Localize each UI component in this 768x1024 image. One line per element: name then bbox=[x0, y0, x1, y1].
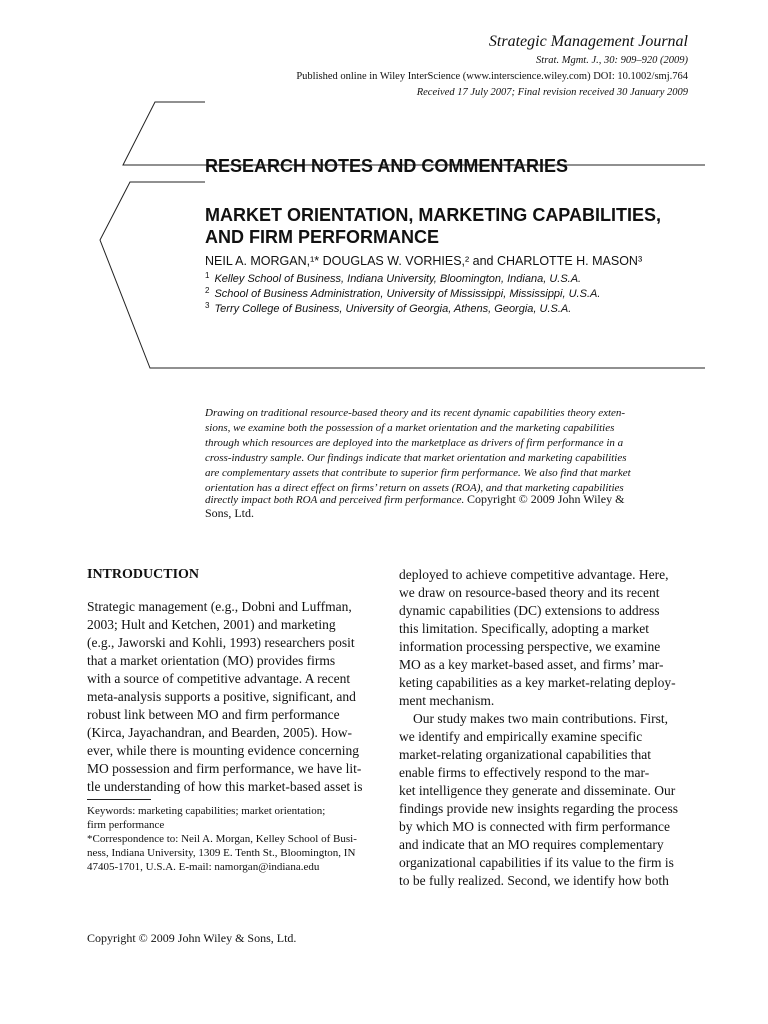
correspondence-line: 47405-1701, U.S.A. E-mail: namorgan@indiana.edu bbox=[87, 861, 320, 873]
body-line: keting capabilities as a key market-relating deploy- bbox=[399, 675, 676, 690]
abstract-text: directly impact both ROA and perceived firm performance. bbox=[205, 494, 465, 506]
affiliation-text: Terry College of Business, University of Georgia, Athens, Georgia, U.S.A. bbox=[214, 303, 572, 315]
abstract-line: through which resources are deployed into the marketplace as drivers of firm performance in a bbox=[205, 437, 624, 449]
affiliation bbox=[205, 286, 600, 300]
affiliation-text: Kelley School of Business, Indiana University, Bloomington, Indiana, U.S.A. bbox=[214, 273, 582, 285]
affiliation-text: School of Business Administration, University of Mississippi, Mississippi, U.S.A. bbox=[214, 288, 601, 300]
body-line: Strategic management (e.g., Dobni and Luffman, bbox=[87, 599, 352, 614]
section-heading: RESEARCH NOTES AND COMMENTARIES bbox=[205, 156, 569, 176]
affiliation-number: 3 bbox=[205, 301, 210, 310]
body-line: dynamic capabilities (DC) extensions to address bbox=[399, 603, 660, 618]
body-line: by which MO is connected with firm performance bbox=[399, 819, 671, 834]
correspondence-line: *Correspondence to: Neil A. Morgan, Kelley School of Busi- bbox=[87, 833, 357, 845]
body-line: MO as a key market-based asset, and firms’ mar- bbox=[399, 657, 664, 672]
body-line: Our study makes two main contributions. First, bbox=[413, 711, 668, 726]
abstract-line: cross-industry sample. Our findings indicate that market orientation and marketing capabilities bbox=[205, 452, 627, 464]
body-line: ever, while there is mounting evidence concerning bbox=[87, 743, 359, 758]
body-line: enable firms to effectively respond to the mar- bbox=[399, 765, 650, 780]
abstract-line: Drawing on traditional resource-based theory and its recent dynamic capabilities theory exten- bbox=[205, 407, 626, 419]
body-line: tle understanding of how this market-based asset is bbox=[87, 779, 363, 794]
introduction-heading: INTRODUCTION bbox=[87, 567, 200, 582]
abstract-line: Sons, Ltd. bbox=[205, 506, 255, 520]
author-list: NEIL A. MORGAN,¹* DOUGLAS W. VORHIES,² and CHARLOTTE H. MASON³ bbox=[205, 254, 643, 268]
keywords-line: firm performance bbox=[87, 819, 165, 831]
body-line: this limitation. Specifically, adopting a market bbox=[399, 621, 649, 636]
body-line: findings provide new insights regarding the process bbox=[399, 801, 678, 816]
article-title-line: AND FIRM PERFORMANCE bbox=[205, 227, 439, 247]
body-line: ment mechanism. bbox=[399, 693, 495, 708]
abstract-line bbox=[205, 492, 624, 507]
affiliation bbox=[205, 271, 581, 285]
body-line: we draw on resource-based theory and its recent bbox=[399, 585, 660, 600]
body-line: information processing perspective, we examine bbox=[399, 639, 661, 654]
body-line: market-relating organizational capabilities that bbox=[399, 747, 652, 762]
body-line: (Kirca, Jayachandran, and Bearden, 2005). How- bbox=[87, 725, 353, 740]
abstract-line: orientation has a direct effect on firms’ return on assets (ROA), and that marketing capabilities bbox=[205, 482, 624, 494]
affiliation bbox=[205, 301, 571, 315]
article-title-line: MARKET ORIENTATION, MARKETING CAPABILITIES, bbox=[205, 205, 661, 225]
body-line: robust link between MO and firm performance bbox=[87, 707, 340, 722]
abstract-line: are complementary assets that contribute to superior firm performance. We also find that market bbox=[205, 467, 631, 479]
affiliation-number: 1 bbox=[205, 271, 210, 280]
abstract-copyright: Copyright © 2009 John Wiley & bbox=[467, 492, 625, 506]
body-line: to be fully realized. Second, we identify how both bbox=[399, 873, 669, 888]
abstract-line: sions, we examine both the possession of a market orientation and the marketing capabilities bbox=[205, 422, 615, 434]
journal-citation: Strat. Mgmt. J., 30: 909–920 (2009) bbox=[536, 55, 688, 66]
keywords-line: Keywords: marketing capabilities; market orientation; bbox=[87, 805, 326, 817]
correspondence-line: ness, Indiana University, 1309 E. Tenth St., Bloomington, IN bbox=[87, 847, 356, 859]
affiliation-number: 2 bbox=[205, 286, 210, 295]
footnote-divider bbox=[87, 799, 151, 800]
body-line: and indicate that an MO requires complementary bbox=[399, 837, 664, 852]
body-line: organizational capabilities if its value to the firm is bbox=[399, 855, 674, 870]
received-dates: Received 17 July 2007; Final revision received 30 January 2009 bbox=[416, 87, 688, 98]
footer-copyright: Copyright © 2009 John Wiley & Sons, Ltd. bbox=[87, 931, 297, 945]
body-line: with a source of competitive advantage. A recent bbox=[87, 671, 351, 686]
body-line: we identify and empirically examine specific bbox=[399, 729, 643, 744]
body-line: that a market orientation (MO) provides firms bbox=[87, 653, 336, 668]
published-online-line: Published online in Wiley InterScience (www.interscience.wiley.com) DOI: 10.1002/smj.764 bbox=[296, 71, 688, 82]
body-line: (e.g., Jaworski and Kohli, 1993) researchers posit bbox=[87, 635, 355, 650]
article-title bbox=[205, 204, 661, 248]
body-line: 2003; Hult and Ketchen, 2001) and marketing bbox=[87, 617, 336, 632]
body-line: meta-analysis supports a positive, significant, and bbox=[87, 689, 356, 704]
journal-title: Strategic Management Journal bbox=[488, 33, 688, 50]
body-line: MO possession and firm performance, we have lit- bbox=[87, 761, 362, 776]
body-line: ket intelligence they generate and disseminate. Our bbox=[399, 783, 676, 798]
body-line: deployed to achieve competitive advantage. Here, bbox=[399, 567, 669, 582]
